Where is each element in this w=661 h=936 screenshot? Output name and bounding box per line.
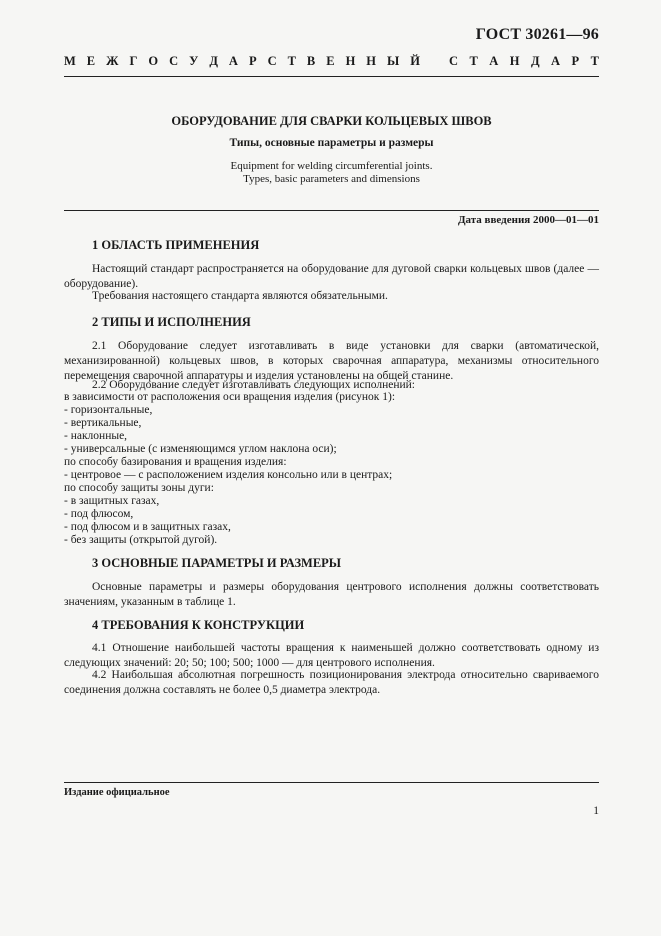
english-title-line: Types, basic parameters and dimensions: [243, 173, 420, 185]
section-heading-design: 4 ТРЕБОВАНИЯ К КОНСТРУКЦИИ: [92, 618, 305, 632]
title-rule: [64, 210, 599, 211]
official-edition-label: Издание официальное: [64, 787, 170, 798]
list-line: в зависимости от расположения оси вращения изделия (рисунок 1):: [64, 391, 396, 403]
paragraph: [64, 289, 599, 304]
paragraph: [64, 668, 599, 698]
banner-letter: С: [267, 54, 277, 68]
paragraph: [64, 580, 599, 610]
list-line: - под флюсом,: [64, 508, 134, 520]
banner-letter: О: [148, 54, 159, 68]
banner-letter: М: [64, 54, 76, 68]
banner-letter: Р: [248, 54, 257, 68]
list-line: - под флюсом и в защитных газах,: [64, 521, 231, 533]
banner-letter: Д: [530, 54, 540, 68]
banner-letter: Д: [209, 54, 218, 68]
list-line: - в защитных газах,: [64, 495, 160, 507]
footer-rule: [64, 782, 599, 783]
list-line: - наклонные,: [64, 430, 128, 442]
banner-letter: Г: [129, 54, 138, 68]
document-title: ОБОРУДОВАНИЕ ДЛЯ СВАРКИ КОЛЬЦЕВЫХ ШВОВ: [171, 114, 492, 128]
section-heading-scope: 1 ОБЛАСТЬ ПРИМЕНЕНИЯ: [92, 238, 260, 252]
list-line: - вертикальные,: [64, 417, 142, 429]
banner-letter: А: [228, 54, 238, 68]
list-line: - без защиты (открытой дугой).: [64, 534, 218, 546]
banner-letter: Т: [590, 54, 599, 68]
paragraph-text: Основные параметры и размеры оборудования центрового исполнения должны соответствовать значениям, указанным в таблице 1.: [64, 581, 599, 608]
banner-letter: Ж: [106, 54, 119, 68]
paragraph-text: 2.2 Оборудование следует изготавливать следующих исполнений:: [92, 379, 415, 391]
banner-word-standard: [449, 54, 599, 69]
section-heading-parameters: 3 ОСНОВНЫЕ ПАРАМЕТРЫ И РАЗМЕРЫ: [92, 556, 342, 570]
standard-number: ГОСТ 30261—96: [475, 26, 599, 43]
banner-word-interstate: [64, 54, 420, 69]
banner-letter: Н: [366, 54, 377, 68]
paragraph: [64, 641, 599, 671]
paragraph: [64, 262, 599, 292]
banner-letter: Н: [509, 54, 520, 68]
banner-letter: С: [169, 54, 179, 68]
list-line: - универсальные (с изменяющимся углом наклона оси);: [64, 443, 337, 455]
introduction-date: Дата введения 2000—01—01: [457, 214, 599, 226]
banner-letter: Р: [571, 54, 580, 68]
paragraph-text: Требования настоящего стандарта являются обязательными.: [92, 290, 388, 302]
banner-letter: Н: [345, 54, 356, 68]
banner-letter: Т: [287, 54, 296, 68]
banner-letter: Й: [410, 54, 420, 68]
section-heading-types: 2 ТИПЫ И ИСПОЛНЕНИЯ: [92, 315, 251, 329]
document-subtitle: Типы, основные параметры и размеры: [229, 137, 434, 149]
banner-letter: А: [489, 54, 499, 68]
banner-letter: С: [449, 54, 459, 68]
banner-letter: У: [189, 54, 199, 68]
english-title: [64, 160, 599, 186]
header-rule: [64, 76, 599, 77]
paragraph-text: 4.2 Наибольшая абсолютная погрешность позиционирования электрода относительно свариваемого соединения должна составлять не более 0,5 диаметра электрода.: [64, 669, 599, 696]
banner-letter: Е: [326, 54, 335, 68]
paragraph-text: 4.1 Отношение наибольшей частоты вращения к наименьшей должно соответствовать одному из следующих значений: 20; 50; 100; 500; 1000 — для центрового исполнения.: [64, 642, 599, 669]
list-line: по способу защиты зоны дуги:: [64, 482, 214, 494]
english-title-line: Equipment for welding circumferential joints.: [230, 160, 433, 172]
paragraph-text: 2.1 Оборудование следует изготавливать в виде установки для сварки (автоматической, механизированной) кольцевых швов, в которых сварочная аппаратура, механизмы относительного перемещения сварочной аппаратуры и изделия установлены на общей станине.: [64, 340, 599, 382]
banner-letter: В: [306, 54, 316, 68]
page-number: 1: [593, 805, 599, 817]
list-line: - центровое — с расположением изделия консольно или в центрах;: [64, 469, 393, 481]
banner-letter: Ы: [387, 54, 400, 68]
banner-letter: А: [551, 54, 561, 68]
banner-letter: Е: [86, 54, 96, 68]
paragraph-text: Настоящий стандарт распространяется на оборудование для дуговой сварки кольцевых швов (далее — оборудование).: [64, 263, 599, 290]
interstate-standard-banner: [64, 54, 599, 69]
banner-letter: Т: [469, 54, 478, 68]
list-line: по способу базирования и вращения изделия:: [64, 456, 287, 468]
list-line: - горизонтальные,: [64, 404, 153, 416]
